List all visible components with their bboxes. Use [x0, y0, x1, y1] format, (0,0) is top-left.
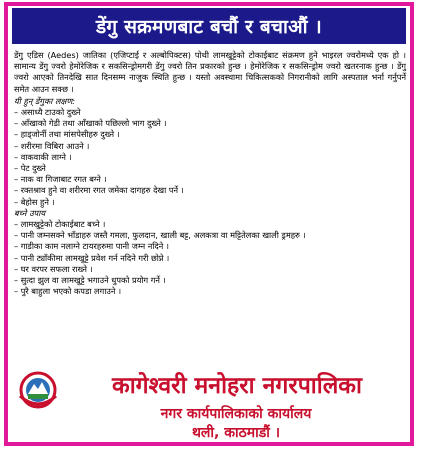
- prevention-heading: बच्ने उपाय: [14, 207, 46, 218]
- notice-frame: [4, 2, 414, 446]
- prevention-item: – गाडीका काम नलाग्ने टायरहरुमा पानी जम्न नदिने ।: [14, 241, 406, 252]
- symptom-item: – आँखाको गेडी तथा आँखाको पछिल्लो भाग दुख्ने ।: [14, 118, 406, 129]
- page-title: डेंगु सक्रमणबाट बचौं र बचाऔं ।: [12, 8, 406, 44]
- intro-paragraph: डेंगु एडिस (Aedes) जातिका (एजिप्टाई र अल्बोपिक्टस) पोथी लामखुट्टेको टोकाईबाट संक्रमण हुने भाइरल ज्वरोमध्ये एक हो । सामान्य डेंगु ज्वरो हेमोरेजिक र सकसिन्ड्रोमगरी डेंगु ज्वरो तिन प्रकारको हुन्छ । हेमोरेजिक र सकसिन्ड्रोम ज्वरो खतरनाक हुन्छ । डेंगु ज्वरो आएको तिनदेखि सात दिनसम्म नाजुक स्थिति हुन्छ । यस्तो अवस्थामा चिकित्सकको निगरानीको लागि अस्पताल भर्ना गर्नुपर्ने समेत आउन सक्छ ।: [14, 50, 406, 94]
- symptom-item: – हाड्जोर्नी तथा मांसपेसीहरु दुख्ने ।: [14, 129, 406, 140]
- prevention-item: – लामखुट्टेको टोकाईबाट बच्ने ।: [14, 219, 406, 230]
- prevention-item: – घर वरपर सफला राख्ने ।: [14, 264, 406, 275]
- symptoms-list: [14, 107, 406, 208]
- symptom-item: – बेहोस हुने ।: [14, 197, 406, 208]
- issuer-block: [16, 366, 408, 444]
- prevention-item: – पानी जम्नसक्ने भाँडाहरु जस्तै गमला, फुलदान, खाली बट्ट, अलकत्रा वा मट्टितेलका खाली ड्रमहरु ।: [14, 230, 406, 241]
- office-location: थली, काठमाडौं ।: [191, 425, 281, 441]
- notice-body: [14, 50, 406, 297]
- prevention-item: – पानी ट्याँकीमा लामखुट्टे प्रवेश गर्न नदिने गरी छोप्ने ।: [14, 253, 406, 264]
- municipality-emblem-icon: [16, 370, 60, 410]
- symptom-item: – नाक वा गिजाबाट रगत बग्ने ।: [14, 174, 406, 185]
- prevention-item: – पुरै बाहुला भएको कपडा लगाउने ।: [14, 286, 406, 297]
- symptom-item: – असाध्यै टाउको दुख्ने: [14, 107, 406, 118]
- municipality-name: कागेश्वरी मनोहरा नगरपालिका: [112, 373, 362, 399]
- prevention-item: – सुत्दा झुल वा लामखुट्टे भगाउने धुपको प्रयोग गर्ने ।: [14, 275, 406, 286]
- symptom-item: – रक्तश्राव हुने वा शरीरमा रगत जमेका दागहरु देखा पर्ने ।: [14, 185, 406, 196]
- symptom-item: – शरीरमा विबिरा आउने ।: [14, 141, 406, 152]
- prevention-list: [14, 219, 406, 297]
- symptom-item: – वाकवाकी लाग्ने ।: [14, 152, 406, 163]
- symptom-item: – पेट दुख्ने: [14, 163, 406, 174]
- office-name: नगर कार्यपालिकाको कार्यालय: [160, 406, 312, 422]
- symptoms-heading: यी हुन् डेंगुका लक्षण:: [14, 95, 76, 106]
